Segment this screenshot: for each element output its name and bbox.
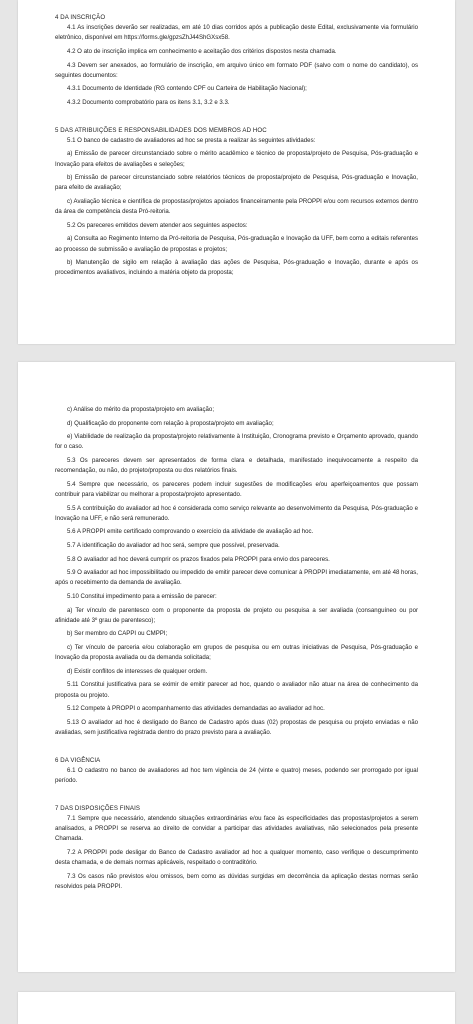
paragraph-4-1: 4.1 As inscrições deverão ser realizadas, em até 10 dias corridos após a publicação deste Edital, exclusivamente via formulário eletrônico, disponível em https://forms.gle/gpzsZhJ44ShGXsx58.	[55, 24, 418, 42]
paragraph-5-2-a: a) Consulta ao Regimento Interno da Pró-reitoria de Pesquisa, Pós-graduação e Inovação da UFF, bem como a editais referentes ao processo de submissão e avaliação de propostas e projetos;	[55, 235, 418, 253]
paragraph-5-9: 5.9 O avaliador ad hoc impossibilitado ou impedido de emitir parecer deve comunicar à PROPPI imediatamente, em até 48 horas, após o recebimento da demanda de avaliação.	[55, 569, 418, 587]
paragraph-5-10-d: d) Existir conflitos de interesses de qualquer ordem.	[67, 667, 208, 675]
paragraph-5-4: 5.4 Sempre que necessário, os pareceres podem incluir sugestões de modificações e/ou aperfeiçoamentos que possam contribuir para viabilizar ou melhorar a proposta/projeto apresentado.	[55, 480, 418, 498]
paragraph-4-3: 4.3 Devem ser anexados, ao formulário de inscrição, em arquivo único em formato PDF (salvo com o nome do candidato), os seguintes documentos:	[55, 61, 418, 79]
paragraph-5-3: 5.3 Os pareceres devem ser apresentados de forma clara e detalhada, manifestado inequivocamente a respeito da recomendação, ou não, do projeto/proposta ou dos relatórios finais.	[55, 456, 418, 475]
paragraph-5-5: 5.5 A contribuição do avaliador ad hoc é considerada como serviço relevante ao desenvolvimento da Pesquisa, Pós-graduação e Inovação na UFF, e não será remunerado.	[55, 504, 418, 522]
paragraph-5-13: 5.13 O avaliador ad hoc é desligado do Banco de Cadastro após duas (02) propostas de pesquisa ou projeto enviadas e não avaliadas, sem justificativa registrada dentro do prazo previsto para a avaliação.	[55, 718, 418, 736]
paragraph-5-10-b: b) Ser membro do CAPPI ou CMPPI;	[67, 630, 168, 638]
paragraph-7-1: 7.1 Sempre que necessário, atendendo situações extraordinárias e/ou face às especificidades das propostas/projetos a serem analisados, a PROPPI se reserva ao direito de convidar a participar das atividades avaliativas, não selecionados pela presente Chamada.	[55, 814, 418, 843]
section-6-title: 6 DA VIGÊNCIA	[55, 756, 101, 764]
document-page-3	[18, 992, 455, 1024]
paragraph-4-3-1: 4.3.1 Documento de Identidade (RG contendo CPF ou Carteira de Habilitação Nacional);	[67, 85, 307, 93]
paragraph-5-1-b: b) Emissão de parecer circunstanciado sobre relatórios técnicos de proposta/projeto de Pesquisa, Pós-graduação e Inovação, para efeito de avaliação;	[55, 174, 418, 192]
paragraph-7-2: 7.2 A PROPPI pode desligar do Banco de Cadastro avaliador ad hoc a qualquer momento, caso verifique o descumprimento desta chamada, e de demais normas aplicáveis, respeitado o contraditório.	[55, 848, 418, 866]
paragraph-4-2: 4.2 O ato de inscrição implica em conhecimento e aceitação dos critérios dispostos nesta chamada.	[67, 48, 337, 55]
paragraph-5-1-a: a) Emissão de parecer circunstanciado sobre o mérito acadêmico e técnico de proposta/projeto de Pesquisa, Pós-graduação e Inovação para efeitos de avaliações e seleções;	[55, 150, 418, 168]
paragraph-5-10-c: c) Ter vínculo de parceria e/ou colaboração em grupos de pesquisa ou em outras iniciativas de Pesquisa, Pós-graduação e Inovação da proposta avaliada ou da demanda solicitada;	[55, 643, 418, 662]
paragraph-5-6: 5.6 A PROPPI emite certificado comprovando o exercício da atividade de avaliação ad hoc.	[67, 528, 314, 536]
paragraph-5-2-b: b) Manutenção de sigilo em relação à avaliação das ações de Pesquisa, Pós-graduação e Inovação, durante e após os procedimentos avaliativos, incluindo a matéria objeto da proposta;	[55, 259, 418, 277]
paragraph-5-11: 5.11 Constitui justificativa para se eximir de emitir parecer ad hoc, quando o avaliador não atuar na área de conhecimento da proposta ou projeto.	[55, 681, 418, 699]
paragraph-5-10-a: a) Ter vínculo de parentesco com o proponente da proposta de projeto ou pesquisa a ser avaliada (consanguíneo ou por afinidade até 3º grau de parentesco);	[55, 606, 418, 624]
paragraph-7-3: 7.3 Os casos não previstos e/ou omissos, bem como as dúvidas surgidas em decorrência da aplicação destas normas serão resolvidos pela PROPPI.	[55, 872, 418, 890]
paragraph-5-2-e: e) Viabilidade de realização da proposta/projeto relativamente à Instituição, Cronograma previsto e Orçamento aprovado, quando for o caso.	[55, 433, 418, 451]
paragraph-6-1: 6.1 O cadastro no banco de avaliadores ad hoc tem vigência de 24 (vinte e quatro) meses, podendo ser prorrogado por igual período.	[55, 766, 418, 784]
section-5-title: 5 DAS ATRIBUIÇÕES E RESPONSABILIDADES DOS MEMBROS AD HOC	[55, 126, 267, 134]
paragraph-5-10: 5.10 Constitui impedimento para a emissão de parecer:	[67, 592, 217, 600]
paragraph-5-2: 5.2 Os pareceres emitidos devem atender aos seguintes aspectos:	[67, 221, 248, 229]
paragraph-5-8: 5.8 O avaliador ad hoc deverá cumprir os prazos fixados pela PROPPI para envio dos pareceres.	[67, 555, 330, 563]
paragraph-5-12: 5.12 Compete à PROPPI o acompanhamento das atividades demandadas ao avaliador ad hoc.	[67, 705, 325, 713]
paragraph-5-2-c: c) Análise do mérito da proposta/projeto em avaliação;	[67, 406, 215, 413]
paragraph-5-2-d: d) Qualificação do proponente com relação à proposta/projeto em avaliação;	[67, 419, 274, 427]
paragraph-5-7: 5.7 A identificação do avaliador ad hoc será, sempre que possível, preservada.	[67, 541, 280, 549]
section-7-title: 7 DAS DISPOSIÇÕES FINAIS	[55, 804, 141, 812]
paragraph-5-1: 5.1 O banco de cadastro de avaliadores ad hoc se presta a realizar às seguintes atividades:	[67, 136, 316, 144]
paragraph-4-3-2: 4.3.2 Documento comprobatório para os itens 3.1, 3.2 e 3.3.	[67, 98, 230, 106]
section-4-title: 4 DA INSCRIÇÃO	[55, 14, 106, 21]
paragraph-5-1-c: c) Avaliação técnica e científica de propostas/projetos apoiados financeiramente pela PROPPI e/ou com recursos externos dentro da área de competência desta Pró-reitoria.	[55, 197, 418, 216]
document-page-1	[18, 0, 455, 344]
document-page-2	[18, 362, 455, 972]
